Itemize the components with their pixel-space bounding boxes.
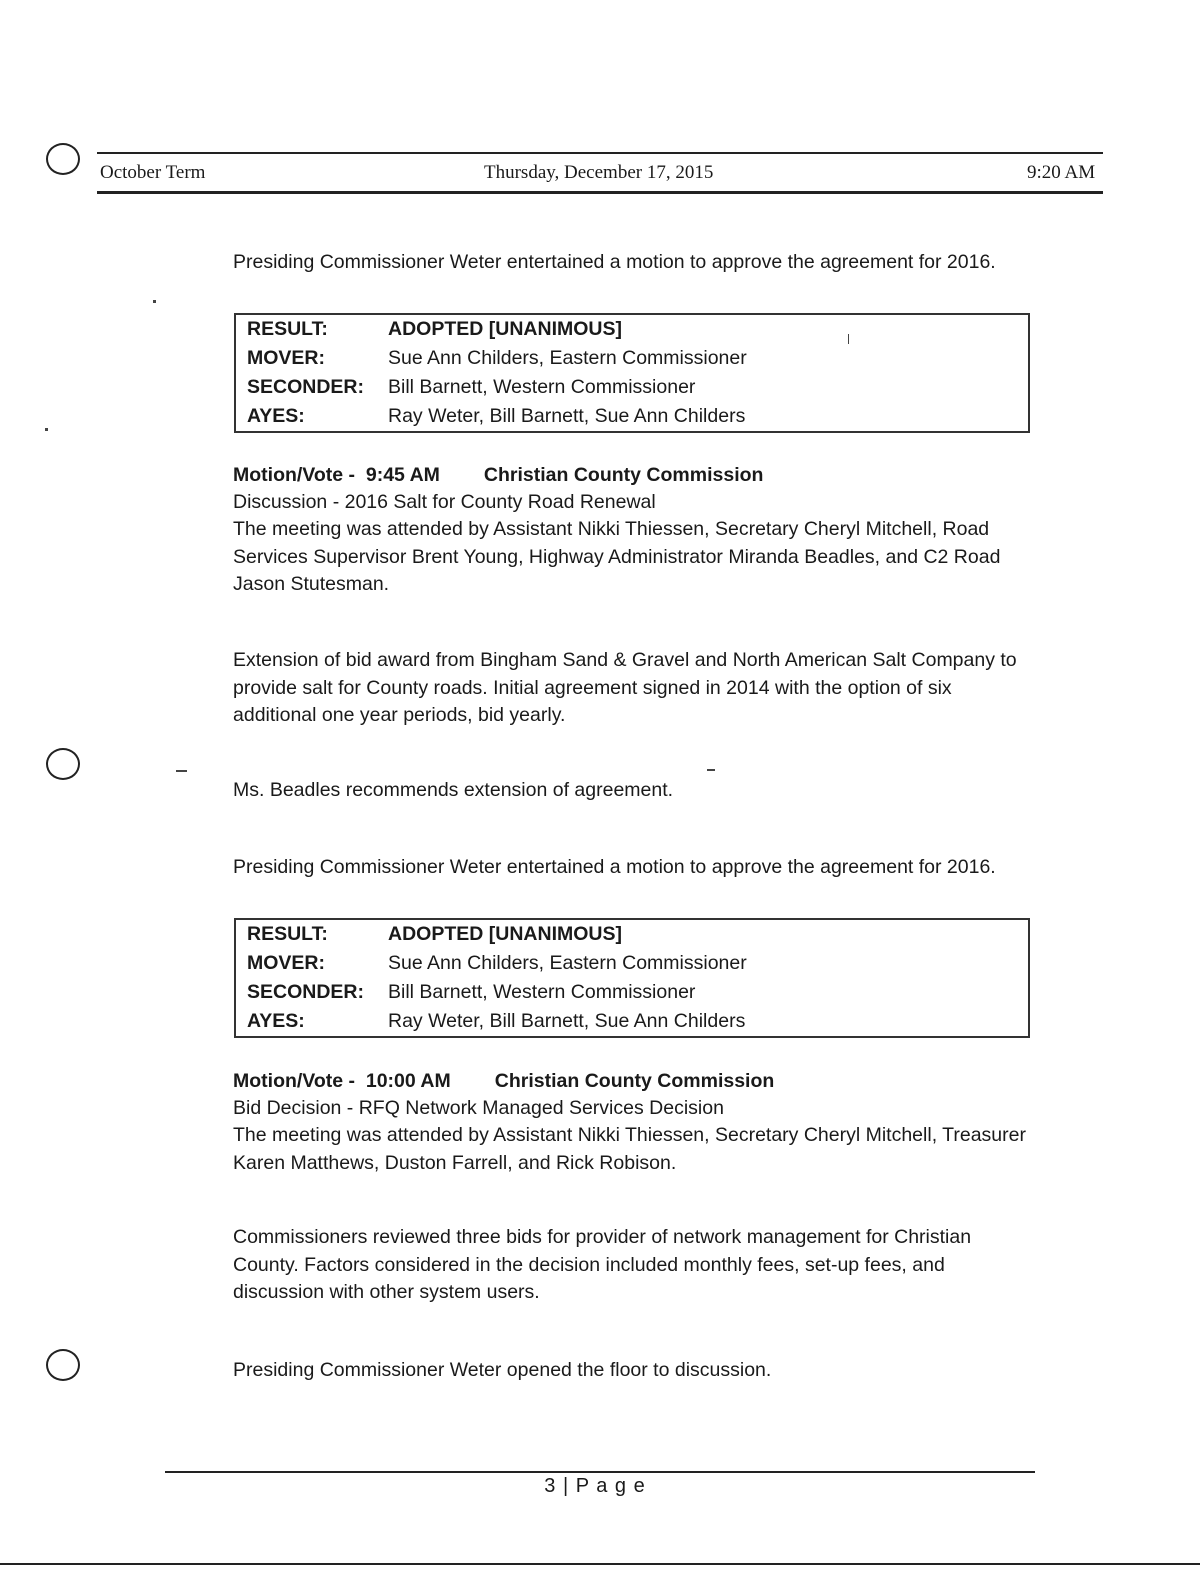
vote-row-seconder	[236, 978, 1028, 1007]
vote-row-ayes	[236, 1007, 1028, 1036]
scan-speck	[176, 770, 187, 772]
ayes-value: Ray Weter, Bill Barnett, Sue Ann Childers	[388, 1010, 746, 1032]
scan-speck	[848, 334, 849, 344]
seconder-value: Bill Barnett, Western Commissioner	[388, 376, 696, 398]
result-label: RESULT:	[247, 318, 328, 340]
intro-motion-text: Presiding Commissioner Weter entertained a motion to approve the agreement for 2016.	[233, 251, 996, 273]
attendance-text: The meeting was attended by Assistant Nikki Thiessen, Secretary Cheryl Mitchell, Treasurer Karen Matthews, Duston Farrell, and Rick Robison.	[233, 1124, 1026, 1174]
punch-hole-middle	[46, 748, 80, 780]
ayes-label: AYES:	[247, 405, 305, 427]
scan-speck	[45, 428, 48, 431]
motion-text: Presiding Commissioner Weter entertained a motion to approve the agreement for 2016.	[233, 856, 996, 878]
header-time: 9:20 AM	[1027, 162, 1096, 183]
vote-row-ayes	[236, 402, 1028, 431]
motion-heading-945	[233, 462, 763, 490]
vote-row-mover	[236, 344, 1028, 373]
punch-hole-bottom	[46, 1349, 80, 1381]
motion-time-label: Motion/Vote - 10:00 AM	[233, 1070, 451, 1092]
page-edge-rule	[0, 1563, 1200, 1565]
vote-row-mover	[236, 949, 1028, 978]
result-value: ADOPTED [UNANIMOUS]	[388, 318, 622, 340]
vote-row-result	[236, 315, 1028, 344]
seconder-label: SECONDER:	[247, 376, 365, 398]
page-number: 3 | P a g e	[544, 1475, 646, 1497]
mover-value: Sue Ann Childers, Eastern Commissioner	[388, 347, 747, 369]
header-date: Thursday, December 17, 2015	[484, 162, 714, 183]
mover-label: MOVER:	[247, 347, 325, 369]
header-term: October Term	[100, 162, 206, 183]
vote-result-box	[234, 313, 1030, 433]
footer-rule	[165, 1471, 1035, 1473]
vote-result-box	[234, 918, 1030, 1038]
punch-hole-top	[46, 143, 80, 175]
seconder-label: SECONDER:	[247, 981, 365, 1003]
bid-decision-topic: Bid Decision - RFQ Network Managed Services Decision	[233, 1097, 724, 1119]
extension-text: Extension of bid award from Bingham Sand & Gravel and North American Salt Company to provide salt for County roads. Initial agreement signed in 2014 with the option of six additional one year periods, bid yearly.	[233, 649, 1017, 726]
motion-heading-1000	[233, 1068, 774, 1096]
mover-value: Sue Ann Childers, Eastern Commissioner	[388, 952, 747, 974]
recommendation-text: Ms. Beadles recommends extension of agreement.	[233, 779, 674, 801]
motion-org-label: Christian County Commission	[483, 464, 764, 486]
header-rule-bottom	[97, 191, 1103, 194]
result-value: ADOPTED [UNANIMOUS]	[388, 923, 622, 945]
vote-row-result	[236, 920, 1028, 949]
scan-speck	[153, 300, 156, 303]
motion-time-label: Motion/Vote - 9:45 AM	[233, 464, 440, 486]
discussion-topic: Discussion - 2016 Salt for County Road Renewal	[233, 491, 656, 513]
motion-org-label: Christian County Commission	[494, 1070, 775, 1092]
ayes-label: AYES:	[247, 1010, 305, 1032]
header-rule-top	[97, 152, 1103, 154]
attendance-text: The meeting was attended by Assistant Nikki Thiessen, Secretary Cheryl Mitchell, Road Services Supervisor Brent Young, Highway Administrator Miranda Beadles, and C2 Road Jason Stutesman.	[233, 518, 1001, 595]
vote-row-seconder	[236, 373, 1028, 402]
result-label: RESULT:	[247, 923, 328, 945]
mover-label: MOVER:	[247, 952, 325, 974]
floor-discussion-text: Presiding Commissioner Weter opened the floor to discussion.	[233, 1359, 772, 1381]
seconder-value: Bill Barnett, Western Commissioner	[388, 981, 696, 1003]
bid-review-text: Commissioners reviewed three bids for provider of network management for Christian County. Factors considered in the decision included monthly fees, set-up fees, and discussion with other system users.	[233, 1226, 972, 1303]
scan-speck	[707, 769, 715, 771]
ayes-value: Ray Weter, Bill Barnett, Sue Ann Childers	[388, 405, 746, 427]
